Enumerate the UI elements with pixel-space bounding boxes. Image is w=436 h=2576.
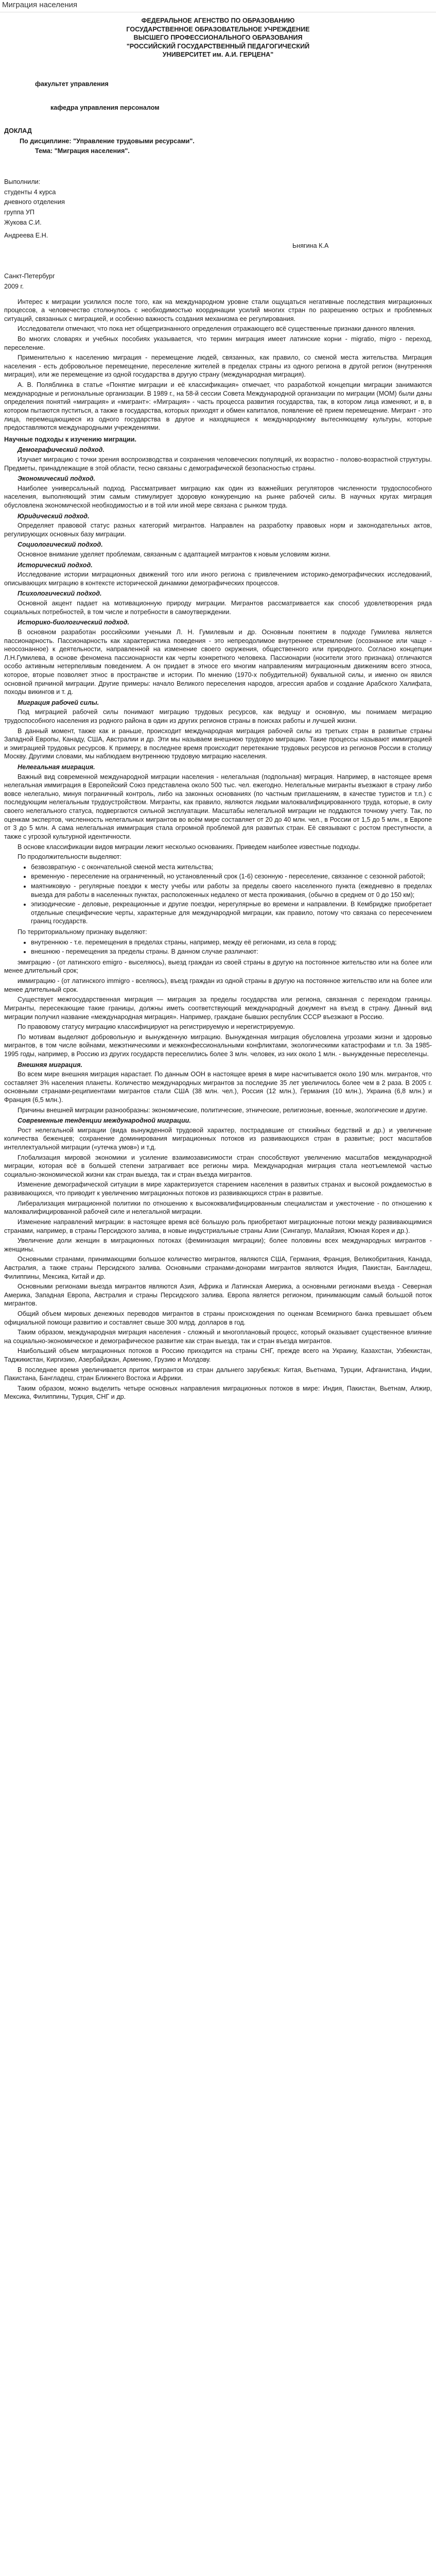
paragraph: Во многих словарях и учебных пособиях указывается, что термин миграция имеет латинские корни - migratio, migro - переход, переселение. (4, 335, 432, 351)
bullet-item: • внешнюю - перемещения за пределы страны. В данном случае различают: (31, 947, 432, 956)
paragraph: По продолжительности выделяют: (18, 853, 121, 861)
paragraph: Глобализация мировой экономики и усиление взаимозависимости стран способствуют увеличению масштабов международной миграции, которая всё в большей степени затрагивает все регионы мира. Международная миграция стала неотъемлемой частью социально-экономической жизни как стран выезда, так и стран въезда мигрантов. (4, 1154, 432, 1178)
subsection-heading: Психологический подход. (18, 590, 102, 598)
paragraph: Увеличение доли женщин в миграционных потоках (феминизация миграции); более половины всех международных мигрантов - женщины. (4, 1237, 432, 1253)
authors-line: дневного отделения (4, 198, 65, 206)
subsection-heading: Миграция рабочей силы. (18, 699, 99, 706)
paragraph: Основными странами, принимающими большое количество мигрантов, являются США, Германия, Франция, Великобритания, Канада, Австралия, а также страны Персидского залива. Основными странами-донорами мигрантов являются Индия, Пакистан, Бангладеш, Филиппины, Мексика, Китай и др. (4, 1256, 432, 1280)
paragraph: А. В. Поляблинка в статье «Понятие миграции и её классификация» отмечает, что разработкой концепции миграции занимаются международные и региональные организации. В 1989 г., на 58-й сессии Совета Международной организации по миграции (МОМ) были даны определения понятий «миграция» и «мигрант»: «Миграция» - часть процесса развития государства, так, в котором лица изменяют, и в, в котором пытаются пуститься, а также в государства, которых приходят и обмен капиталов, появление её прием перемещение. Мигрант - это лица, перемещающиеся из одного государства в другое и находящиеся к международному вытесняющему культуры, которые предоставляются международными учреждениями. (4, 381, 432, 432)
paragraph: Наибольший объем миграционных потоков в Россию приходится на страны СНГ, прежде всего на Украину, Казахстан, Узбекистан, Таджикистан, Киргизию, Азербайджан, Армению, Грузию и Молдову. (4, 1347, 432, 1364)
document-content (4, 298, 432, 1402)
subsection-heading: Социологический подход. (18, 541, 103, 549)
paragraph: Исследователи отмечают, что пока нет общепризнанного определения отражающего всё существенные признаки данного явления. (18, 325, 416, 333)
subsection-heading: Нелегальная миграция. (18, 764, 95, 771)
header-line: УНИВЕРСИТЕТ им. А.И. ГЕРЦЕНА" (162, 51, 274, 59)
paragraph: Основное внимание уделяет проблемам, связанным с адаптацией мигрантов к новым условиям жизни. (18, 551, 331, 558)
subsection-heading: Юридический подход. (18, 512, 90, 520)
paragraph: иммиграцию - (от латинского immigro - вселяюсь), въезд граждан из одной страны в другую на постоянное жительство или на более или менее длительный срок. (4, 977, 432, 993)
department-name: кафедра управления персоналом (50, 104, 160, 111)
author-name: Ьнягина К.А (292, 242, 329, 249)
window-title: Миграция населения (2, 1, 78, 9)
bullet-item: • временную - переселение на ограниченный, но установленный срок (1-6) сезонную - переселение, связанное с сезонной работой; (31, 872, 432, 881)
paragraph: эмиграцию - (от латинского emigro - выселяюсь), выезд граждан из своей страны в другую на постоянное жительство или на более или менее длительный срок; (4, 958, 432, 975)
header-line: ГОСУДАРСТВЕННОЕ ОБРАЗОВАТЕЛЬНОЕ УЧРЕЖДЕНИЕ (126, 25, 310, 33)
subsection-heading: Внешняя миграция. (18, 1061, 83, 1069)
authors-line: студенты 4 курса (4, 188, 56, 196)
paragraph: Рост нелегальной миграции (вида вынужденной трудовой характер, пострадавшие от стихийных бедствий и др.) и увеличение количества беженцев; сохранение доминирования миграционных потоков из развивающихся стран в развитые; рост масштабов интеллектуальной миграции («утечка умов») и т.д. (4, 1126, 432, 1151)
city: Санкт-Петербург (4, 273, 55, 280)
paragraph: Важный вид современной международной миграции населения - нелегальная (подпольная) миграция. Например, в настоящее время нелегальная иммиграция в Европейский Союз представлена около 500 тыс. чел. ежегодно. Нелегальные мигранты въезжают в страну либо вовсе нелегально, минуя пограничный контроль, либо на законных основаниях (по частным приглашениям, в качестве туристов и т.п.) с последующим нелегальным трудоустройством. Мигранты, как правило, являются людьми малоквалифицированного труда, которые, в силу своего нелегального статуса, подвергаются сильной эксплуатации. Масштабы нелегальной миграции не поддаются точному учету. Так, по оценкам экспертов, численность нелегальных мигрантов во всём мире составляет от 20 до 40 млн. чел., в России от 1,5 до 5 млн., в Европе от 3 до 5 млн. А сама нелегальная иммиграция стала огромной проблемой для развитых стран. Её связывают с ростом преступности, а также с угрозой культурной идентичности. (4, 773, 432, 840)
paragraph: Наиболее универсальный подход. Рассматривает миграцию как один из важнейших регуляторов численности трудоспособного населения, выполняющий этим самым стимулирует здоровую конкуренцию на рынке рабочей силы. В научных кругах миграция обусловлена экономической необходимостью и в той или иной мере связана с рынком труда. (4, 484, 432, 509)
paragraph: Под миграцией рабочей силы понимают миграцию трудовых ресурсов, как ведущу и основную, мы понимаем миграцию трудоспособного населения из родного района в один из других регионов страны в поисках работы и лучшей жизни. (4, 708, 432, 724)
paragraph: В данный момент, также как и раньше, происходит международная миграция рабочей силы из третьих стран в развитые страны Западной Европы, Канаду, США, Австралии и др. Эти мы называем внешнюю трудовую миграцию. Такие процессы называют иммиграцией и эмиграцией трудовых ресурсов. К примеру, в последнее время происходит перетекание трудовых ресурсов из регионов России в столицу Москву. Другими словами, мы наблюдаем внутреннюю трудовую миграцию населения. (4, 727, 432, 760)
paragraph: Изучает миграцию с точки зрения воспроизводства и сохранения человеческих популяций, их возрастно - полово-возрастной структуры. Предметы, принадлежащие в этой области, тесно связаны с демографической безопасностью страны. (4, 455, 432, 472)
bullet-item: • безвозвратную - с окончательной сменой места жительства; (31, 863, 432, 872)
paragraph: Применительно к населению миграция - перемещение людей, связанных, как правило, со сменой места жительства. Миграция населения - есть добровольное перемещение, переселение жителей в пределах страны из одного региона в другой регион (внутренняя миграция), или же перемещение из одной государства в другую страну (международная миграция). (4, 354, 432, 379)
authors-line: Жукова С.И. (4, 218, 42, 226)
subsection-heading: Современные тенденции международной миграции. (18, 1117, 191, 1125)
paragraph: Определяет правовой статус разных категорий мигрантов. Направлен на разработку правовых норм и законодательных актов, регулирующих основных базу миграции. (4, 522, 432, 538)
paragraph: Общий объем мировых денежных переводов мигрантов в страны происхождения по оценкам Всемирного банка превышает объем официальной помощи развитию и составляет свыше 300 млрд. долларов в год. (4, 1310, 432, 1326)
bullet-item: • маятниковую - регулярные поездки к месту учебы или работы за пределы своего населенного пункта (ежедневно в пределах выезда для работы в населенных пунктах, расположенных недалеко от места проживания, (обычно в среднем от 0 до 150 км); (31, 882, 432, 899)
paragraph: Основными регионами выезда мигрантов являются Азия, Африка и Латинская Америка, а основными регионами въезда - Северная Америка, Западная Европа, Австралия и страны Персидского залива. Европа является регионом, принимающим самый большой поток мигрантов. (4, 1283, 432, 1308)
window-title-bar (0, 0, 436, 12)
document-type: ДОКЛАД (4, 127, 32, 135)
authors-label: Выполнили: (4, 178, 41, 186)
header-line: ФЕДЕРАЛЬНОЕ АГЕНСТВО ПО ОБРАЗОВАНИЮ (141, 17, 295, 24)
header-line: "РОССИЙСКИЙ ГОСУДАРСТВЕННЫЙ ПЕДАГОГИЧЕСКИЙ (126, 42, 310, 50)
paragraph: Изменение направлений миграции: в настоящее время всё большую роль приобретают миграционные потоки между развивающимися странами, например, в страны Персидского залива, в новые индустриальные страны Азии (Сингапур, Малайзия, Южная Корея и др.). (4, 1218, 432, 1234)
paragraph: Интерес к миграции усилился после того, как на международном уровне стали ощущаться негативные последствия миграционных процессов, а человечество столкнулось с необходимостью координации усилий многих стран по разрешению острых и проблемных ситуаций, связанных с миграцией, и особенно важность создания механизма ее регулирования. (4, 298, 432, 323)
subsection-heading: Историко-биологический подход. (18, 619, 130, 626)
paragraph: Исследование истории миграционных движений того или иного региона с привлечением историко-демографических исследований, описывающих миграцию в контексте исторической динамики демографических процессов. (4, 571, 432, 587)
subsection-heading: Экономический подход. (18, 475, 96, 483)
topic-line: Тема: "Миграция населения". (35, 147, 130, 155)
paragraph: Во всем мире внешняя миграция нарастает. По данным ООН в настоящее время в мире насчитывается около 190 млн. мигрантов, что составляет 3% населения планеты. Количество международных мигрантов за последние 35 лет увеличилось более чем в 2 раза. В 2005 г. основными странами-реципиентами мигрантов стали США (38 млн. чел.), Россия (12 млн.), Германия (10 млн.), Украина (6,8 млн.) и Франция (6,5 млн.). (4, 1071, 432, 1104)
paragraph: Изменение демографической ситуации в мире характеризуется старением населения в развитых странах и высокой рождаемостью в развивающихся, что приводит к увеличению миграционных потоков из развивающихся стран в развитые. (4, 1181, 432, 1197)
subsection-heading: Исторический подход. (18, 561, 93, 569)
paragraph: Таким образом, международная миграция населения - сложный и многоплановый процесс, который оказывает существенное влияние на социально-экономическое и демографическое развитие как стран выезда, так и стран въезда мигрантов. (4, 1329, 432, 1345)
faculty-name: факультет управления (35, 80, 109, 88)
header-line: ВЫСШЕГО ПРОФЕССИОНАЛЬНОГО ОБРАЗОВАНИЯ (133, 34, 303, 42)
paragraph: В основе классификации видов миграции лежит несколько основаниях. Приведем наиболее известные подходы. (18, 843, 360, 851)
bullet-item: • внутреннюю - т.е. перемещения в пределах страны, например, между её регионами, из села в город; (31, 938, 432, 947)
section-heading: Научные подходы к изучению миграции. (4, 435, 137, 443)
authors-block (4, 178, 432, 227)
paragraph: По мотивам выделяют добровольную и вынужденную миграцию. Вынужденная миграция обусловлена угрозами жизни и здоровью мигрантов, в том числе войнами, межэтническими и межконфессиональными конфликтами, экологическими катастрофами и т.п. За 1985-1995 годы, например, в Россию из других государств переселились более 3 млн. человек, из них около 1 млн. - вынужденные переселенцы. (4, 1033, 432, 1058)
authors-line: группа УП (4, 208, 34, 216)
document-body (0, 12, 436, 1408)
author-name: Андреева Е.Н. (4, 232, 48, 240)
title-header (4, 16, 432, 59)
paragraph: По правовому статусу миграцию классифицируют на регистрируемую и нерегистрируемую. (18, 1023, 295, 1031)
paragraph: Либерализация миграционной политики по отношению к высококвалифицированным специалистам и ужесточение - по отношению к малоквалифицированной рабочей силе и нелегальной миграции. (4, 1199, 432, 1216)
discipline-line: По дисциплине: "Управление трудовыми ресурсами". (20, 137, 195, 145)
paragraph: По территориальному признаку выделяют: (18, 928, 147, 936)
paragraph: Причины внешней миграции разнообразны: экономические, политические, этнические, религиозные, военные, экологические и другие. (18, 1106, 428, 1114)
paragraph: Таким образом, можно выделить четыре основных направления миграционных потоков в мире: Индия, Пакистан, Вьетнам, Алжир, Мексика, Филиппины, Турция, СНГ и др. (4, 1384, 432, 1401)
year: 2009 г. (4, 282, 24, 290)
paragraph: Основной акцент падает на мотивационную природу миграции. Мигрантов рассматривается как способ удовлетворения ряда социальных потребностей, в том числе и потребности в самоутверждении. (4, 600, 432, 616)
paragraph: В основном разработан российскими учеными Л. Н. Гумилевым и др. Основным понятием в подходе Гумилева является пассионарность. Пассионарность как характеристика поведения - это непреодолимое внутреннее стремление (осознанное или чаще - неосознанное) к деятельности, направленной на изменение своего окружения, общественного или природного. Согласно концепции Л.Н.Гумилева, в основе феномена пассионарности как черты конкретного человека. Пассионарии (носители этого признака) отличаются особо активным нетерпеливым поведением. А он придает в этносе его многим направлениям миграционным движениям всего этноса, которое, вторые позволяет этнос в пространстве и истории. По мнению (1970-х побудительной) буквальной силы, и именно он явился основной причиной миграции. Другие примеры: начало Великого переселения народов, агрессия арабов и создание Арабского Халифата, походы викингов и т. д. (4, 628, 432, 696)
bullet-item: • эпизодические - деловые, рекреационные и другие поездки, нерегулярные во времени и направлении. В Кембридже приобретает отдельные специфические черты, характерные для международной миграции, как правило, потому что связана со пересечением границ государств. (31, 900, 432, 926)
paragraph: В последнее время увеличивается приток мигрантов из стран дальнего зарубежья: Китая, Вьетнама, Турции, Афганистана, Индии, Пакистана, Бангладеш, стран Ближнего Востока и Африки. (4, 1366, 432, 1382)
bullet-list (4, 863, 432, 926)
bullet-list (4, 938, 432, 956)
subsection-heading: Демографический подход. (18, 446, 104, 454)
paragraph: Существует межгосударственная миграция — миграция за пределы государства или региона, связанная с переходом границы. Мигранты, пересекающие такие границы, должны иметь соответствующий международный документ на въезд в страну. Данный вид миграции получил название «международная миграция». Например, граждане бывших республик СССР въезжают в Россию. (4, 996, 432, 1021)
